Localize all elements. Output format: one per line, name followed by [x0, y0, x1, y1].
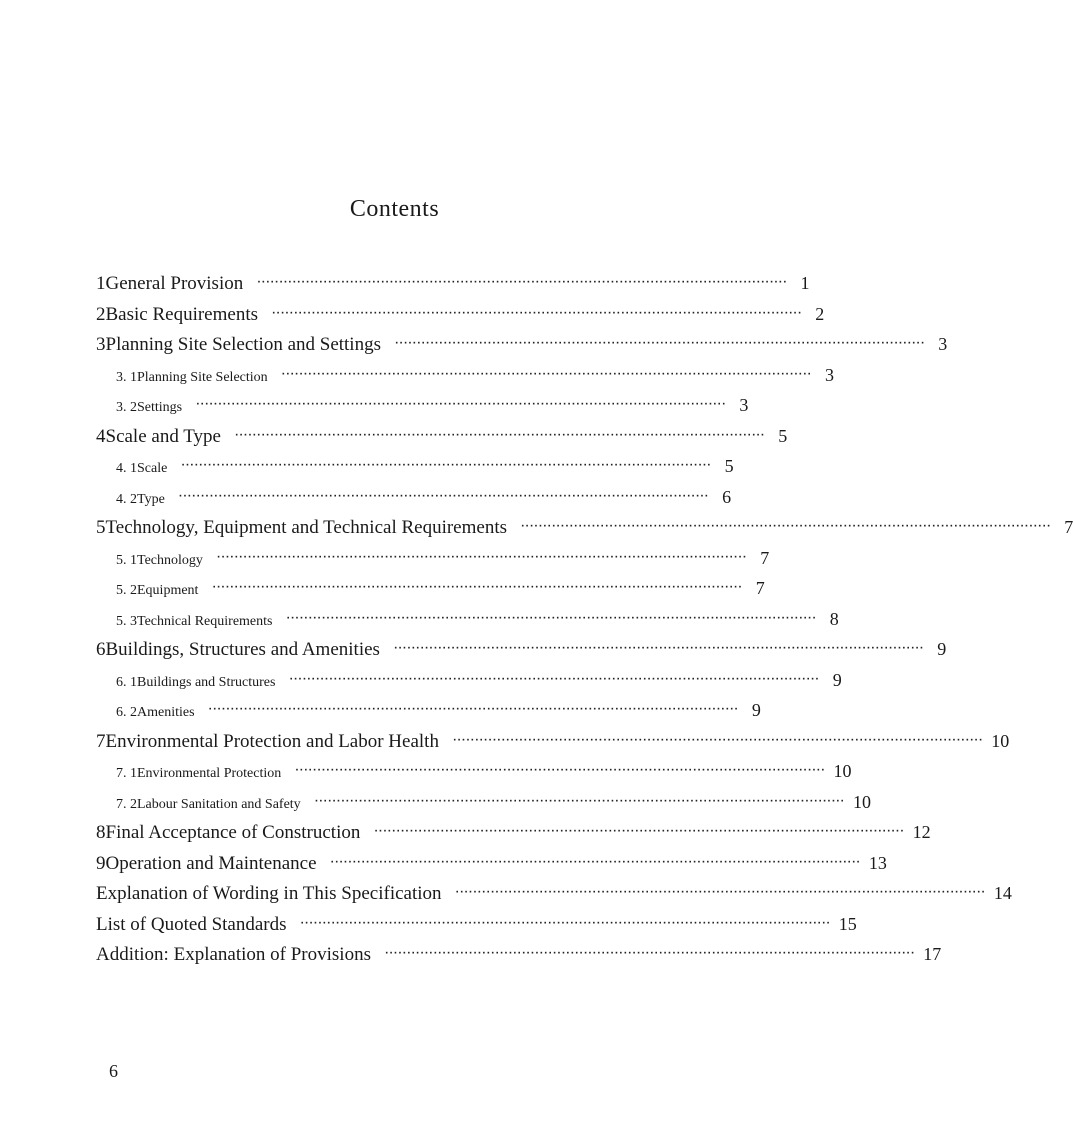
toc-entry-title: Settings: [137, 400, 183, 415]
table-of-contents: [96, 273, 1073, 975]
toc-dot-leader: ························································································································: [181, 461, 712, 471]
toc-dot-leader: ························································································································: [289, 674, 820, 685]
toc-entry: [96, 486, 732, 518]
toc-entry-title: Planning Site Selection: [137, 369, 268, 385]
toc-entry-title: Environmental Protection: [137, 766, 282, 781]
toc-entry: [96, 273, 810, 304]
toc-entry-number: 3: [96, 334, 106, 355]
toc-entry-title: Technical Requirements: [137, 613, 273, 629]
toc-entry: [96, 639, 947, 670]
toc-entry-page: 8: [829, 608, 839, 629]
toc-entry-title: Equipment: [137, 583, 199, 598]
toc-entry: [96, 822, 931, 853]
toc-dot-leader: ························································································································: [178, 491, 710, 502]
toc-entry-page: 17: [923, 944, 942, 964]
toc-entry: [96, 578, 765, 609]
toc-entry-page: 3: [824, 364, 834, 385]
toc-entry-page: 3: [938, 334, 948, 354]
toc-entry-title: Explanation of Wording in This Specification: [96, 883, 442, 904]
toc-entry-page: 9: [832, 669, 842, 690]
toc-entry-number: 7. 2: [116, 796, 137, 812]
toc-dot-leader: ························································································································: [452, 735, 984, 746]
toc-entry-title: Basic Requirements: [105, 303, 258, 325]
toc-entry-page: 12: [912, 822, 931, 842]
toc-dot-leader: ························································································································: [272, 308, 803, 319]
toc-dot-leader: ························································································································: [374, 827, 905, 837]
toc-entry: [96, 547, 770, 579]
toc-entry-title: Operation and Maintenance: [105, 852, 317, 874]
toc-entry-page: 6: [722, 486, 732, 507]
toc-dot-leader: ························································································································: [212, 583, 743, 593]
toc-dot-leader: ························································································································: [300, 918, 831, 929]
toc-entry-title: Environmental Protection and Labor Health: [105, 730, 439, 752]
toc-entry-page: 10: [991, 730, 1010, 751]
toc-entry-page: 13: [868, 852, 887, 873]
toc-entry: [96, 303, 825, 335]
toc-entry-title: Buildings, Structures and Amenities: [105, 639, 380, 660]
toc-entry: [96, 334, 948, 365]
toc-entry: [96, 517, 1073, 548]
toc-entry: [96, 944, 942, 975]
toc-dot-leader: ························································································································: [394, 339, 926, 349]
toc-entry-number: 3. 2: [116, 400, 137, 415]
toc-entry-page: 9: [937, 639, 947, 659]
toc-entry: [96, 791, 871, 823]
toc-entry-page: 7: [1064, 517, 1073, 537]
toc-entry-page: 5: [778, 425, 788, 446]
toc-entry-page: 1: [800, 273, 810, 293]
toc-entry-title: Type: [137, 491, 165, 507]
toc-entry-title: General Provision: [105, 273, 244, 294]
toc-entry-number: 4. 1: [116, 461, 137, 476]
toc-entry-page: 2: [815, 303, 825, 324]
toc-entry-page: 3: [739, 395, 749, 415]
toc-dot-leader: ························································································································: [384, 949, 916, 959]
toc-dot-leader: ························································································································: [330, 857, 861, 868]
toc-entry-number: 3. 1: [116, 369, 137, 385]
toc-entry-number: 1: [96, 273, 106, 294]
toc-entry: [96, 913, 857, 945]
toc-entry-number: 8: [96, 822, 106, 843]
toc-entry-number: 7: [96, 730, 106, 752]
toc-entry-number: 5. 3: [116, 613, 137, 629]
toc-entry: [96, 852, 887, 884]
toc-entry-page: 7: [760, 547, 770, 568]
toc-entry-number: 6: [96, 639, 106, 660]
toc-entry-page: 15: [838, 913, 857, 934]
page-number: 6: [109, 1061, 118, 1081]
toc-dot-leader: ························································································································: [314, 796, 845, 807]
toc-entry-title: Final Acceptance of Construction: [105, 822, 361, 843]
toc-entry-title: Scale and Type: [105, 425, 221, 447]
toc-entry-number: 7. 1: [116, 766, 137, 781]
toc-entry-page: 5: [724, 456, 734, 476]
toc-entry: [96, 364, 834, 396]
toc-entry-number: 6. 2: [116, 705, 137, 720]
toc-entry: [96, 456, 734, 487]
toc-entry-number: 4. 2: [116, 491, 137, 507]
toc-entry-page: 10: [852, 791, 871, 812]
toc-dot-leader: ························································································································: [216, 552, 748, 563]
toc-entry: [96, 669, 842, 701]
toc-entry: [96, 730, 1010, 762]
toc-entry-number: 5. 2: [116, 583, 137, 598]
toc-entry-page: 9: [751, 700, 761, 720]
toc-entry-number: 9: [96, 852, 106, 874]
toc-entry: [96, 608, 839, 640]
toc-dot-leader: ························································································································: [295, 766, 826, 776]
toc-entry-page: 10: [833, 761, 852, 781]
toc-dot-leader: ························································································································: [521, 522, 1052, 532]
toc-dot-leader: ························································································································: [393, 644, 925, 654]
toc-dot-leader: ························································································································: [196, 400, 727, 410]
toc-dot-leader: ························································································································: [281, 369, 812, 380]
toc-entry-number: 5. 1: [116, 552, 137, 568]
toc-entry-title: Technology: [137, 552, 203, 568]
toc-entry: [96, 395, 749, 426]
toc-entry: [96, 700, 761, 731]
toc-entry-page: 7: [755, 578, 765, 598]
toc-dot-leader: ························································································································: [455, 888, 986, 898]
toc-dot-leader: ························································································································: [257, 278, 788, 288]
toc-entry-title: Labour Sanitation and Safety: [137, 796, 301, 812]
toc-entry: [96, 761, 852, 792]
toc-entry-title: Technology, Equipment and Technical Requirements: [105, 517, 508, 538]
toc-entry: [96, 883, 1012, 914]
toc-entry-number: 4: [96, 425, 106, 447]
toc-entry-title: Addition: Explanation of Provisions: [96, 944, 371, 965]
page-title: Contents: [349, 196, 440, 222]
toc-entry-title: Amenities: [137, 705, 195, 720]
toc-dot-leader: ························································································································: [208, 705, 739, 715]
toc-entry-title: Planning Site Selection and Settings: [105, 334, 381, 355]
toc-entry-number: 5: [96, 517, 106, 538]
toc-entry-number: 2: [96, 303, 106, 325]
toc-entry-title: Scale: [137, 461, 168, 476]
toc-entry-number: 6. 1: [116, 674, 137, 690]
toc-entry-title: Buildings and Structures: [137, 674, 276, 690]
toc-dot-leader: ························································································································: [234, 430, 766, 441]
toc-entry-page: 14: [993, 883, 1012, 903]
toc-entry-title: List of Quoted Standards: [96, 913, 287, 935]
toc-dot-leader: ························································································································: [286, 613, 817, 624]
toc-entry: [96, 425, 788, 457]
